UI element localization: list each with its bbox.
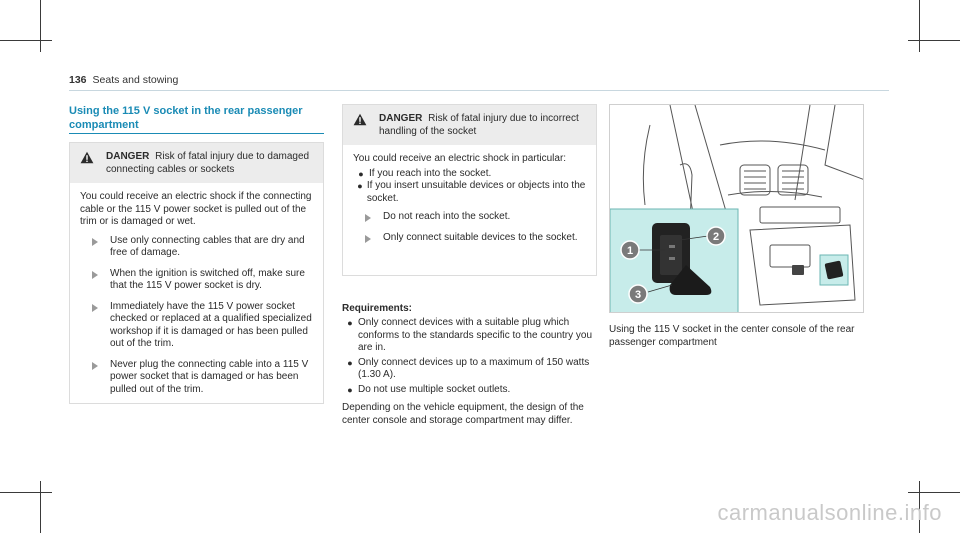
instruction-step bbox=[80, 268, 313, 293]
usb-port-icon bbox=[792, 265, 804, 275]
bullet-item bbox=[353, 168, 586, 181]
instruction-step bbox=[80, 235, 313, 260]
bullet-icon: ● bbox=[357, 181, 363, 191]
bullet-icon: ● bbox=[358, 168, 364, 179]
danger-description: You could receive an electric shock in particular: bbox=[353, 153, 567, 164]
step-text: Immediately have the 115 V power socket checked or replaced at a qualified specialized workshop if it is damaged or has been pulled out of the trim. bbox=[110, 300, 312, 349]
instruction-step bbox=[353, 232, 586, 245]
page-header bbox=[69, 74, 178, 86]
socket-icon bbox=[825, 261, 844, 280]
crop-mark bbox=[908, 492, 960, 493]
requirement-item bbox=[342, 357, 597, 382]
bullet-icon: ● bbox=[347, 384, 353, 395]
step-arrow-icon bbox=[92, 271, 98, 279]
watermark: carmanualsonline.info bbox=[717, 500, 942, 525]
bullet-icon: ● bbox=[347, 318, 353, 328]
requirements-list bbox=[342, 317, 597, 398]
step-arrow-icon bbox=[92, 238, 98, 246]
step-arrow-icon bbox=[365, 214, 371, 222]
requirement-text: Only connect devices with a suitable plug which conforms to the standards specific to the country you are in. bbox=[358, 317, 593, 353]
danger-headline: Risk of fatal injury due to incorrect handling of the socket bbox=[379, 113, 579, 137]
danger-box-body bbox=[70, 183, 323, 410]
console-drawing bbox=[610, 105, 864, 313]
callout-2-label: 2 bbox=[712, 231, 720, 243]
danger-box-body bbox=[343, 145, 596, 258]
crop-mark bbox=[0, 492, 52, 493]
center-console-illustration bbox=[609, 104, 864, 313]
crop-mark bbox=[908, 40, 960, 41]
chapter-title: Seats and stowing bbox=[92, 74, 179, 86]
step-arrow-icon bbox=[92, 362, 98, 370]
danger-headline: Risk of fatal injury due to damaged connecting cables or sockets bbox=[106, 151, 310, 175]
danger-box-socket bbox=[342, 104, 597, 276]
danger-description: You could receive an electric shock if the connecting cable or the 115 V power socket is pulled out of the trim or is damaged or wet. bbox=[80, 191, 312, 227]
danger-text bbox=[106, 150, 313, 176]
warning-triangle-icon bbox=[80, 151, 94, 164]
bullet-item bbox=[353, 180, 586, 205]
danger-box-cables bbox=[69, 142, 324, 404]
step-text: Use only connecting cables that are dry and free of damage. bbox=[110, 234, 305, 258]
instruction-step bbox=[80, 301, 313, 351]
danger-label: DANGER bbox=[379, 113, 423, 124]
bullet-text: If you insert unsuitable devices or objects into the socket. bbox=[366, 180, 586, 204]
callout-3-label: 3 bbox=[634, 289, 642, 301]
danger-box-header bbox=[343, 105, 596, 145]
requirement-item bbox=[342, 317, 597, 355]
danger-text bbox=[379, 112, 586, 138]
step-text: Never plug the connecting cable into a 115 V power socket that is damaged or has been pulled out of the trim. bbox=[110, 358, 309, 395]
warning-triangle-icon bbox=[353, 113, 367, 126]
instruction-step bbox=[80, 359, 313, 397]
callout-1-label: 1 bbox=[626, 245, 634, 257]
crop-mark bbox=[919, 0, 920, 52]
requirements-title: Requirements: bbox=[342, 303, 413, 314]
page-number: 136 bbox=[69, 74, 87, 86]
danger-box-header bbox=[70, 143, 323, 183]
crop-mark bbox=[40, 481, 41, 533]
bullet-text: If you reach into the socket. bbox=[369, 167, 492, 179]
header-divider bbox=[69, 90, 889, 91]
equipment-note: Depending on the vehicle equipment, the design of the center console and storage compartment may differ. bbox=[342, 402, 584, 426]
requirement-text: Do not use multiple socket outlets. bbox=[358, 383, 511, 395]
instruction-step bbox=[353, 211, 586, 224]
danger-label: DANGER bbox=[106, 151, 150, 162]
bullet-icon: ● bbox=[347, 357, 353, 368]
title-divider bbox=[69, 133, 324, 134]
requirement-item bbox=[342, 384, 597, 397]
requirement-text: Only connect devices up to a maximum of 150 watts (1.30 A). bbox=[358, 356, 590, 380]
step-arrow-icon bbox=[365, 235, 371, 243]
crop-mark bbox=[0, 40, 52, 41]
section-title: Using the 115 V socket in the rear passenger compartment bbox=[69, 105, 303, 131]
crop-mark bbox=[40, 0, 41, 52]
step-text: Only connect suitable devices to the socket. bbox=[383, 231, 578, 243]
step-text: When the ignition is switched off, make sure that the 115 V power socket is dry. bbox=[110, 267, 305, 291]
figure-caption: Using the 115 V socket in the center console of the rear passenger compartment bbox=[609, 324, 855, 348]
step-arrow-icon bbox=[92, 304, 98, 312]
step-text: Do not reach into the socket. bbox=[383, 211, 511, 222]
